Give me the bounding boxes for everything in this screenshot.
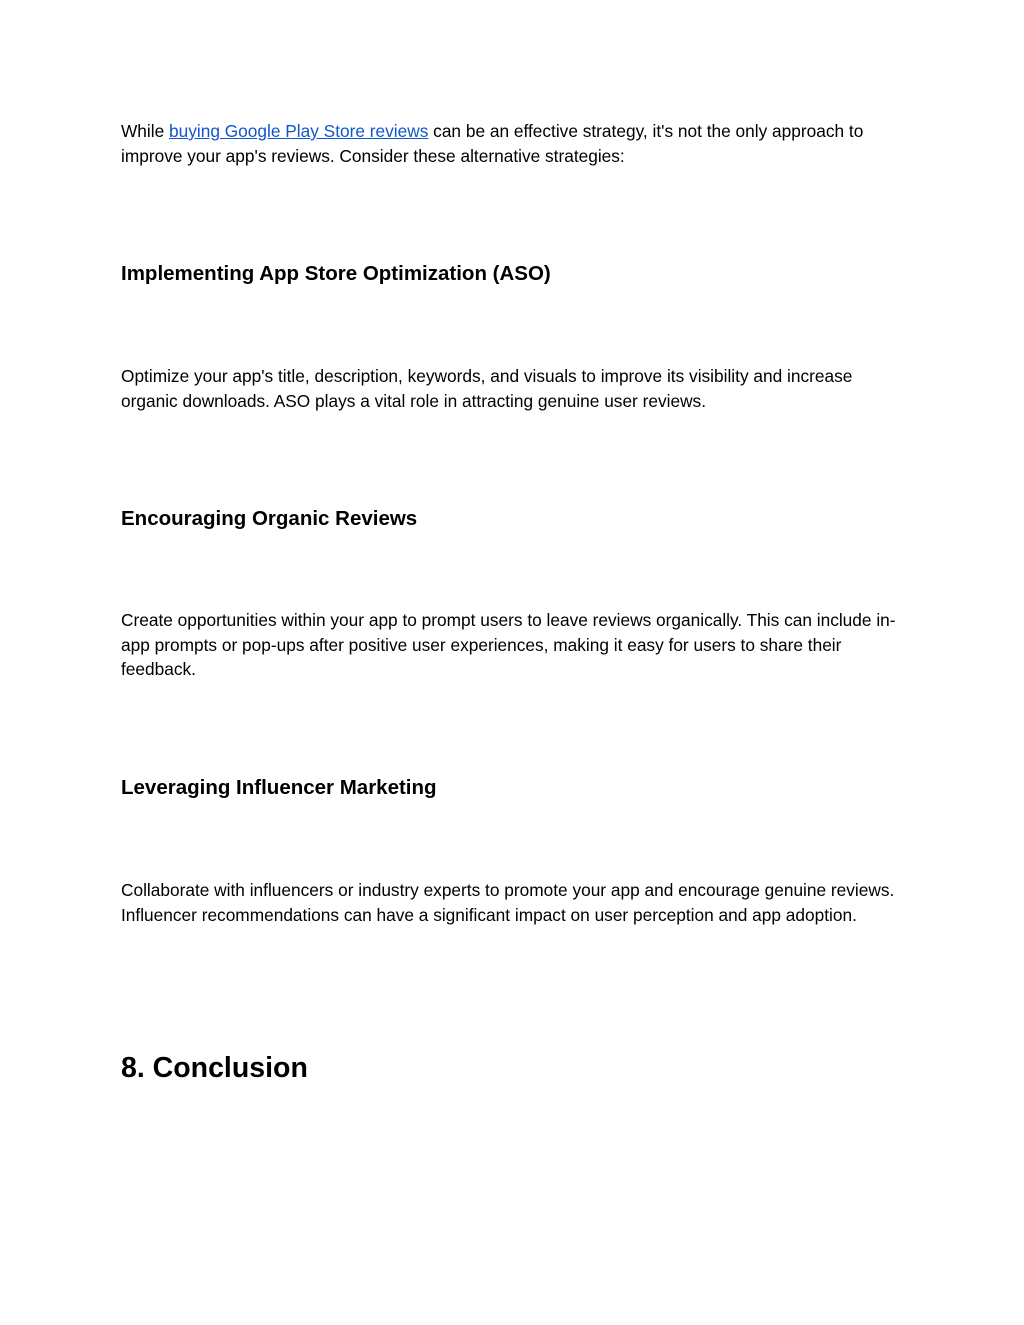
section-heading-aso: Implementing App Store Optimization (ASO) (121, 262, 551, 285)
buying-reviews-link[interactable]: buying Google Play Store reviews (169, 121, 429, 141)
section-heading-influencer-marketing: Leveraging Influencer Marketing (121, 776, 437, 799)
section-body-influencer-marketing: Collaborate with influencers or industry experts to promote your app and encourage genuine reviews. Influencer recommendations can have a significant impact on user perception and app adoption. (121, 880, 895, 925)
intro-paragraph (121, 119, 906, 168)
section-body-aso: Optimize your app's title, description, keywords, and visuals to improve its visibility and increase organic downloads. ASO plays a vital role in attracting genuine user reviews. (121, 366, 853, 411)
section-heading-organic-reviews: Encouraging Organic Reviews (121, 507, 418, 530)
section-body-organic-reviews: Create opportunities within your app to prompt users to leave reviews organically. This can include in-app prompts or pop-ups after positive user experiences, making it easy for users to share their feedback. (121, 610, 896, 679)
intro-text-after-link: can be an effective strategy, it's not the only approach to improve your app's reviews. Consider these alternative strategies: (121, 121, 864, 166)
intro-text-before-link: While (121, 121, 170, 141)
conclusion-heading: 8. Conclusion (121, 1052, 308, 1084)
